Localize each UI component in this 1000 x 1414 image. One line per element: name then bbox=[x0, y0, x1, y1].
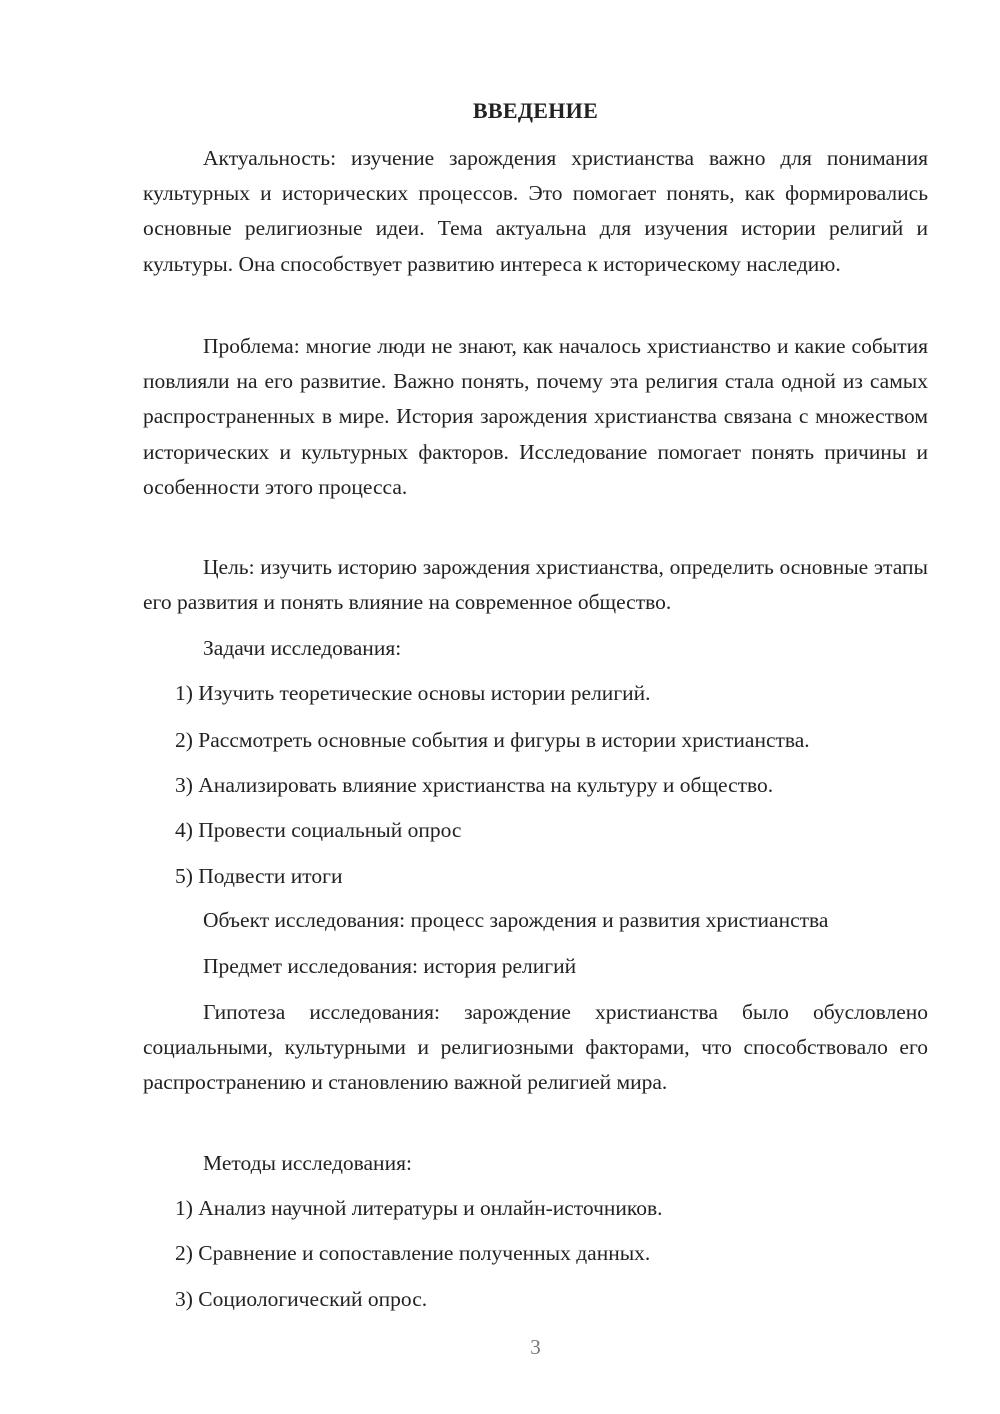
page-title: ВВЕДЕНИЕ bbox=[472, 98, 599, 123]
task-item-5: 5) Подвести итоги bbox=[175, 864, 343, 888]
problem-paragraph: Проблема: многие люди не знают, как началось христианство и какие события повлияли на его развитие. Важно понять, почему эта религия стала одной из самых распространенных в мире. История зарождения христианства связана с множеством исторических и культурных факторов. Исследование помогает понять причины и особенности этого процесса. bbox=[143, 334, 928, 499]
goal-paragraph: Цель: изучить историю зарождения христианства, определить основные этапы его развития и понять влияние на современное общество. bbox=[143, 555, 928, 615]
tasks-heading: Задачи исследования: bbox=[203, 636, 402, 660]
method-item-2: 2) Сравнение и сопоставление полученных данных. bbox=[175, 1241, 651, 1265]
document-page bbox=[143, 0, 928, 1414]
task-item-1: 1) Изучить теоретические основы истории религий. bbox=[175, 681, 651, 705]
task-item-4: 4) Провести социальный опрос bbox=[175, 818, 462, 842]
hypothesis-paragraph: Гипотеза исследования: зарождение христианства было обусловлено социальными, культурными и религиозными факторами, что способствовало его распространению и становлению важной религией мира. bbox=[143, 1000, 928, 1095]
method-item-3: 3) Социологический опрос. bbox=[175, 1287, 428, 1311]
task-item-3: 3) Анализировать влияние христианства на культуру и общество. bbox=[175, 773, 774, 797]
object-paragraph: Объект исследования: процесс зарождения и развития христианства bbox=[203, 908, 829, 932]
relevance-paragraph: Актуальность: изучение зарождения христианства важно для понимания культурных и исторических процессов. Это помогает понять, как формировались основные религиозные идеи. Тема актуальна для изучения истории религий и культуры. Она способствует развитию интереса к историческому наследию. bbox=[143, 146, 928, 276]
method-item-1: 1) Анализ научной литературы и онлайн-источников. bbox=[175, 1196, 663, 1220]
page-number: 3 bbox=[530, 1335, 541, 1359]
methods-heading: Методы исследования: bbox=[203, 1151, 412, 1175]
task-item-2: 2) Рассмотреть основные события и фигуры в истории христианства. bbox=[175, 728, 810, 752]
subject-paragraph: Предмет исследования: история религий bbox=[203, 954, 577, 978]
